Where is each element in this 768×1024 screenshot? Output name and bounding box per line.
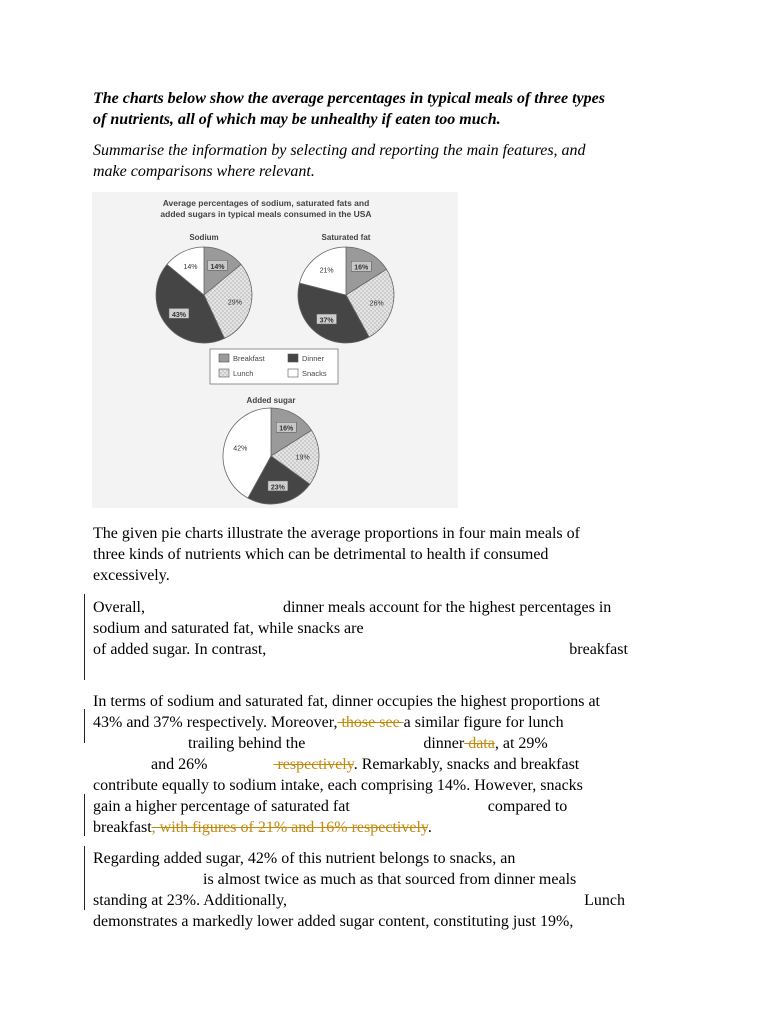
pie-value-label: 42% bbox=[233, 445, 248, 453]
task-prompt-title-line: of nutrients, all of which may be unhealthy if eaten too much. bbox=[93, 111, 501, 128]
essay-body-line: demonstrates a markedly lower added sugar content, constituting just 19%, bbox=[93, 913, 574, 930]
pie-value-label: 19% bbox=[295, 454, 310, 462]
pie-value-label: 29% bbox=[227, 299, 242, 307]
legend-swatch-dinner bbox=[288, 354, 298, 362]
change-bar bbox=[84, 846, 85, 910]
legend-swatch-snacks bbox=[288, 369, 298, 377]
chart-legend bbox=[210, 349, 338, 384]
essay-intro-line: The given pie charts illustrate the average proportions in four main meals of bbox=[93, 525, 580, 542]
chart-title-line: added sugars in typical meals consumed in the USA bbox=[160, 209, 372, 219]
essay-body-line: Regarding added sugar, 42% of this nutrient belongs to snacks, an bbox=[93, 850, 516, 867]
essay-body-line bbox=[93, 712, 564, 733]
legend-label-snacks: Snacks bbox=[302, 369, 327, 378]
task-prompt-title-line: The charts below show the average percentages in typical meals of three types bbox=[93, 90, 605, 107]
text-run: dinner meals account for the highest percentages in bbox=[282, 599, 612, 616]
change-bar bbox=[84, 794, 85, 836]
change-bar bbox=[84, 594, 85, 680]
text-run: is almost twice as much as that sourced from dinner meals bbox=[203, 871, 577, 888]
pie-value-label: 14% bbox=[210, 263, 225, 271]
essay-body-line bbox=[93, 754, 579, 775]
tracked-deletion: , with figures of 21% and 16% respectively bbox=[151, 819, 428, 836]
legend-label-lunch: Lunch bbox=[233, 369, 254, 378]
essay-overview-line bbox=[93, 639, 628, 660]
pie-value-label: 21% bbox=[319, 267, 334, 275]
essay-body-line: contribute equally to sodium intake, each comprising 14%. However, snacks bbox=[93, 777, 583, 794]
essay-overview-line bbox=[93, 597, 611, 618]
essay-body-line bbox=[93, 817, 432, 838]
text-run: standing at 23%. Additionally, bbox=[93, 892, 288, 909]
pie-value-label: 23% bbox=[270, 484, 285, 492]
essay-overview-line: sodium and saturated fat, while snacks are bbox=[93, 620, 364, 637]
pie-value-label: 26% bbox=[369, 300, 384, 308]
change-bar bbox=[84, 709, 85, 743]
pie-charts-figure bbox=[92, 192, 458, 508]
essay-intro-line: excessively. bbox=[93, 567, 170, 584]
task-prompt-title bbox=[93, 88, 693, 130]
essay-body-line bbox=[93, 796, 567, 817]
text-run: Lunch bbox=[584, 892, 625, 909]
text-run: of added sugar. In contrast, bbox=[93, 641, 267, 658]
pie-charts-svg bbox=[92, 192, 458, 508]
text-run: . Remarkably, snacks and breakfast bbox=[353, 756, 580, 773]
text-run: . bbox=[427, 819, 432, 836]
essay-body-line bbox=[93, 890, 625, 911]
pie-value-label: 16% bbox=[279, 425, 294, 433]
text-run: gain a higher percentage of saturated fat bbox=[93, 798, 350, 815]
legend-label-dinner: Dinner bbox=[302, 354, 325, 363]
essay-intro-line: three kinds of nutrients which can be detrimental to health if consumed bbox=[93, 546, 549, 563]
text-run: 43% and 37% respectively. Moreover, bbox=[93, 714, 338, 731]
task-instructions-line: Summarise the information by selecting and reporting the main features, and bbox=[93, 142, 586, 159]
pie-value-label: 43% bbox=[171, 311, 186, 319]
chart-title-line: Average percentages of sodium, saturated fats and bbox=[162, 198, 370, 208]
tracked-deletion: data bbox=[464, 735, 495, 752]
task-instructions-line: make comparisons where relevant. bbox=[93, 163, 315, 180]
task-instructions bbox=[93, 140, 693, 182]
text-run: and 26% bbox=[151, 756, 208, 773]
essay-body-line bbox=[93, 733, 548, 754]
text-run: breakfast bbox=[569, 641, 628, 658]
essay-body-line bbox=[93, 869, 576, 890]
text-run: , at 29% bbox=[494, 735, 548, 752]
text-run: dinner bbox=[423, 735, 465, 752]
essay-body-line: In terms of sodium and saturated fat, dinner occupies the highest proportions at bbox=[93, 693, 600, 710]
text-run: Overall, bbox=[93, 599, 145, 616]
pie-title: Saturated fat bbox=[321, 233, 371, 242]
text-run: a similar figure for lunch bbox=[403, 714, 564, 731]
pie-value-label: 37% bbox=[319, 317, 334, 325]
tracked-deletion: those see bbox=[337, 714, 404, 731]
legend-swatch-breakfast bbox=[219, 354, 229, 362]
pie-value-label: 16% bbox=[354, 264, 369, 272]
tracked-deletion: respectively bbox=[273, 756, 354, 773]
text-run: compared to bbox=[487, 798, 568, 815]
legend-label-breakfast: Breakfast bbox=[233, 354, 265, 363]
text-run: trailing behind the bbox=[188, 735, 306, 752]
pie-title: Sodium bbox=[189, 233, 219, 242]
pie-value-label: 14% bbox=[183, 263, 198, 271]
text-run: breakfast bbox=[93, 819, 152, 836]
pie-title: Added sugar bbox=[246, 396, 296, 405]
legend-swatch-lunch bbox=[219, 369, 229, 377]
